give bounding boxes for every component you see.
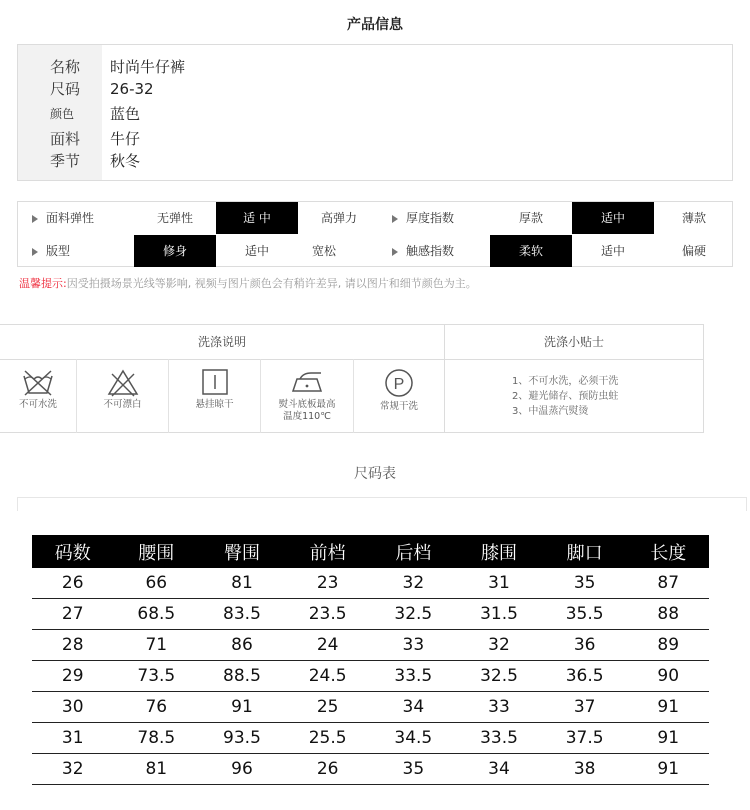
divider: [0, 359, 703, 360]
column-header: 膝围: [456, 535, 542, 568]
table-row: [32, 630, 709, 661]
wash-item-iron: [261, 361, 353, 433]
info-value: 时尚牛仔裤: [110, 58, 186, 76]
table-cell: 86: [199, 630, 285, 661]
size-table: [32, 535, 709, 785]
washing-title: 洗涤说明: [197, 335, 246, 349]
washing-tips-list: [512, 374, 618, 419]
column-header: 前档: [285, 535, 371, 568]
table-cell: 26: [285, 754, 371, 785]
table-cell: 33.5: [370, 661, 456, 692]
wash-caption: 不可水洗: [18, 399, 57, 410]
table-cell: 37: [542, 692, 628, 723]
table-cell: 30: [32, 692, 113, 723]
info-label: 面料: [50, 130, 81, 148]
table-cell: 87: [628, 568, 710, 599]
column-header: 后档: [370, 535, 456, 568]
dry-clean-icon: [382, 367, 416, 399]
table-cell: 34.5: [370, 723, 456, 754]
attribute-grid: [17, 201, 733, 267]
table-cell: 81: [113, 754, 199, 785]
table-cell: 24: [285, 630, 371, 661]
info-label: 尺码: [50, 80, 81, 98]
wash-caption: 熨斗底板最高 温度110℃: [278, 399, 336, 422]
table-row: [32, 754, 709, 785]
tip-item: 3、中温蒸汽熨烫: [512, 406, 589, 417]
attr-option: 无弹性: [156, 211, 193, 225]
table-cell: 90: [628, 661, 710, 692]
attr-option: 适中: [600, 244, 625, 258]
attr-option-selected: 适中: [572, 202, 654, 234]
table-cell: 88.5: [199, 661, 285, 692]
table-cell: 34: [370, 692, 456, 723]
size-chart-frame: [17, 497, 747, 511]
table-cell: 32: [370, 568, 456, 599]
attr-option-selected: 适 中: [216, 202, 298, 234]
table-cell: 89: [628, 630, 710, 661]
info-value: 蓝色: [110, 105, 141, 123]
attr-label-elasticity: 面料弹性: [32, 202, 132, 234]
attr-option: 高弹力: [320, 211, 357, 225]
table-cell: 91: [628, 754, 710, 785]
column-header: 臀围: [199, 535, 285, 568]
column-header: 腰围: [113, 535, 199, 568]
table-row: [32, 568, 709, 599]
attr-label-fit: 版型: [32, 235, 132, 267]
tip-item: 1、不可水洗，必须干洗: [512, 376, 619, 387]
washing-tips-title: 洗涤小贴士: [543, 335, 604, 349]
tip-item: 2、避光储存、预防虫蛀: [512, 391, 619, 402]
table-row: [32, 661, 709, 692]
table-cell: 31: [32, 723, 113, 754]
info-value: 秋冬: [110, 152, 141, 170]
info-label: 颜色: [50, 107, 75, 121]
notice-text: [19, 275, 477, 291]
table-cell: 26: [32, 568, 113, 599]
table-cell: 35: [542, 568, 628, 599]
table-cell: 25: [285, 692, 371, 723]
product-info-table: [17, 44, 733, 181]
attr-option: 适中: [244, 244, 269, 258]
table-cell: 35: [370, 754, 456, 785]
table-cell: 81: [199, 568, 285, 599]
table-cell: 23: [285, 568, 371, 599]
table-cell: 71: [113, 630, 199, 661]
table-cell: 37.5: [542, 723, 628, 754]
attr-option: 薄款: [681, 211, 706, 225]
table-cell: 24.5: [285, 661, 371, 692]
attr-option-selected: 柔软: [490, 235, 572, 267]
table-cell: 93.5: [199, 723, 285, 754]
product-info-title: 产品信息: [347, 17, 403, 33]
info-label: 季节: [50, 152, 81, 170]
triangle-right-icon: [392, 248, 398, 256]
wash-caption: 不可漂白: [103, 399, 142, 410]
wash-caption: 悬挂晾干: [195, 399, 234, 410]
table-cell: 96: [199, 754, 285, 785]
table-cell: 76: [113, 692, 199, 723]
wash-item-no-bleach: [77, 361, 168, 433]
table-cell: 66: [113, 568, 199, 599]
table-cell: 32.5: [370, 599, 456, 630]
info-value: 26-32: [110, 80, 154, 98]
table-cell: 32.5: [456, 661, 542, 692]
table-cell: 36: [542, 630, 628, 661]
no-bleach-icon: [106, 367, 140, 397]
triangle-right-icon: [32, 215, 38, 223]
divider: [444, 325, 445, 433]
table-cell: 32: [32, 754, 113, 785]
attr-option: 偏硬: [681, 244, 706, 258]
table-cell: 38: [542, 754, 628, 785]
table-cell: 25.5: [285, 723, 371, 754]
table-cell: 78.5: [113, 723, 199, 754]
wash-caption: 常规干洗: [379, 401, 418, 412]
table-cell: 83.5: [199, 599, 285, 630]
notice-body: 因受拍摄场景光线等影响, 视频与图片颜色会有稍许差异, 请以图片和细节颜色为主。: [66, 277, 477, 290]
info-label: 名称: [50, 58, 81, 76]
table-cell: 29: [32, 661, 113, 692]
table-cell: 27: [32, 599, 113, 630]
column-header: 码数: [32, 535, 113, 568]
table-header-row: [32, 535, 709, 568]
triangle-right-icon: [392, 215, 398, 223]
column-header: 长度: [628, 535, 710, 568]
table-cell: 33: [456, 692, 542, 723]
table-cell: 34: [456, 754, 542, 785]
table-cell: 91: [199, 692, 285, 723]
table-cell: 91: [628, 692, 710, 723]
table-cell: 31.5: [456, 599, 542, 630]
attr-label-touch: 触感指数: [392, 235, 488, 267]
size-chart-title: 尺码表: [354, 466, 396, 482]
hang-dry-icon: [198, 367, 232, 397]
table-cell: 68.5: [113, 599, 199, 630]
table-cell: 23.5: [285, 599, 371, 630]
table-row: [32, 723, 709, 754]
table-cell: 32: [456, 630, 542, 661]
attr-option: 厚款: [518, 211, 543, 225]
notice-label: 温馨提示:: [19, 277, 67, 290]
attr-option: 宽松: [311, 244, 336, 258]
triangle-right-icon: [32, 248, 38, 256]
table-cell: 33: [370, 630, 456, 661]
table-row: [32, 692, 709, 723]
table-cell: 31: [456, 568, 542, 599]
info-value: 牛仔: [110, 130, 141, 148]
attr-option-selected: 修身: [134, 235, 216, 267]
table-cell: 88: [628, 599, 710, 630]
table-cell: 73.5: [113, 661, 199, 692]
wash-item-no-wash: [0, 361, 76, 433]
iron-icon: [287, 367, 327, 397]
column-header: 脚口: [542, 535, 628, 568]
svg-text:P: P: [393, 376, 405, 393]
attr-label-thickness: 厚度指数: [392, 202, 488, 234]
wash-item-hang-dry: [169, 361, 260, 433]
table-row: [32, 599, 709, 630]
table-cell: 33.5: [456, 723, 542, 754]
no-wash-icon: [21, 367, 55, 397]
table-cell: 28: [32, 630, 113, 661]
table-cell: 91: [628, 723, 710, 754]
table-cell: 35.5: [542, 599, 628, 630]
table-cell: 36.5: [542, 661, 628, 692]
wash-item-dry-clean: [354, 361, 444, 433]
